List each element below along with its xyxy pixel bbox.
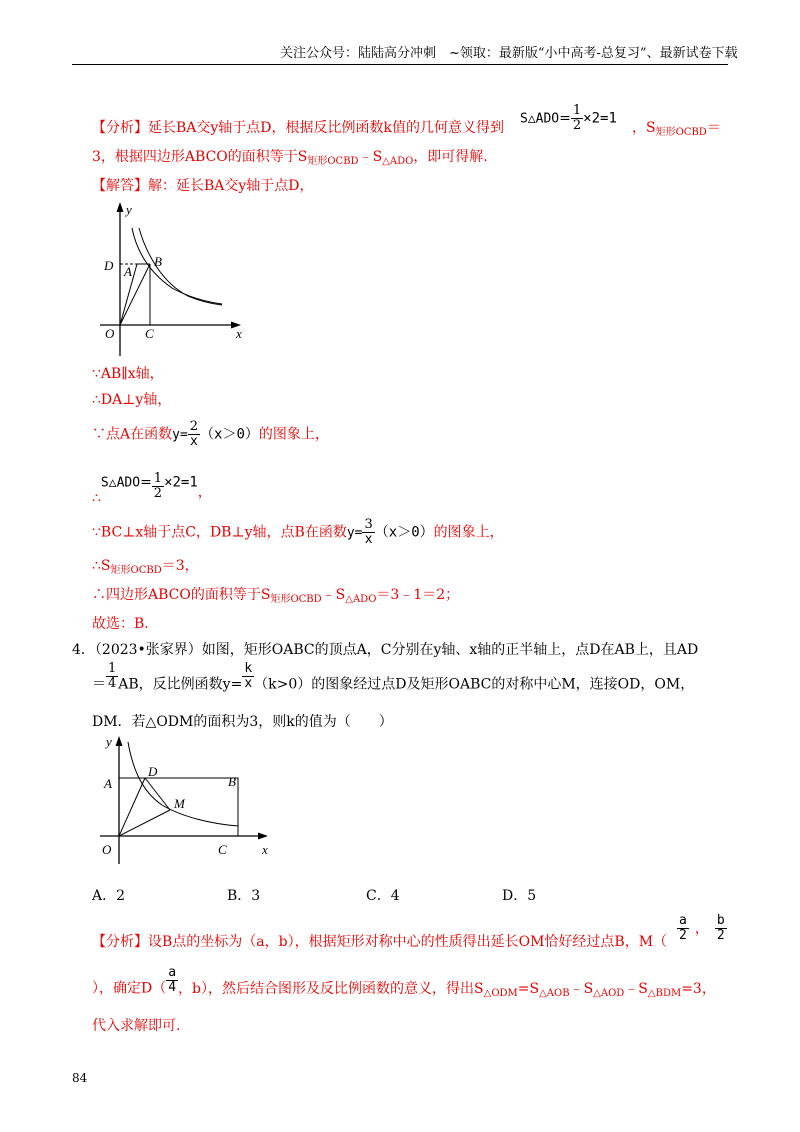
fig1-curve-outer (139, 228, 222, 305)
step-5: ∵BC⊥x轴于点C，DB⊥y轴，点B在函数y= $\frac{3}{x}$ （x＞0）的图象上， (92, 517, 504, 547)
fig1-label-B: B (154, 254, 162, 269)
step-6: $\therefore S_{矩形OCBD}=3$， (92, 558, 199, 576)
fig2-label-y: y (106, 734, 112, 749)
fig1-label-A: A (124, 264, 132, 279)
fig1-label-O: O (105, 326, 115, 341)
analysis-2-line-3: 代入求解即可. (92, 1018, 181, 1034)
question-4-line-3: DM．若△ODM的面积为3，则k的值为（ ） (92, 714, 393, 730)
fig1-label-D: D (104, 258, 114, 273)
fig2-x-arrow (258, 833, 268, 840)
analysis-1-rect: ，$S_{矩形OCBD}=$ (632, 120, 721, 138)
step-7: ∴四边形ABCO的面积等于$S_{矩形OCBD}﹣S_{\triangle ADO}=3﹣1=2$； (92, 587, 460, 605)
figure-2-graph (92, 730, 282, 866)
analysis-1-line-2: 3，根据四边形ABCO的面积等于$S_{矩形OCBD}﹣S_{\triangle ADO}$，即可得解. (92, 149, 488, 167)
analysis-tag: 【分析】 (92, 934, 148, 950)
analysis-1-line-1: 【分析】延长BA交y轴于点D，根据反比例函数k值的几何意义得到 (92, 120, 505, 136)
option-c[interactable]: C．4 (366, 888, 400, 904)
fraction: $\frac{b}{2}$ (716, 913, 725, 943)
fig2-OD (119, 778, 145, 836)
option-b[interactable]: B．3 (227, 888, 261, 904)
fig2-OM (119, 810, 170, 836)
step-3: ∵点A在函数y= $\frac{2}{x}$ （x＞0）的图象上， (92, 419, 329, 449)
fig2-label-B: B (228, 774, 236, 789)
fig1-label-C: C (145, 326, 154, 341)
answer-tag: 【解答】 (92, 178, 148, 194)
fraction: $\frac{a}{4}$ (168, 965, 177, 995)
fig2-label-D: D (148, 764, 158, 779)
fig2-DM (145, 778, 170, 810)
fig2-y-arrow (116, 736, 123, 746)
step-1: ∵AB∥x轴， (92, 366, 164, 382)
fig1-curve-inner (132, 228, 222, 304)
fraction: $\frac{3}{x}$ (364, 517, 373, 547)
option-a[interactable]: A．2 (92, 888, 126, 904)
question-4-line-1: 4．（2023•张家界）如图，矩形OABC的顶点A，C分别在y轴、x轴的正半轴上，点D在AB上，且AD (72, 642, 699, 658)
step-2: ∴DA⊥y轴， (92, 392, 172, 408)
figure-1-graph (92, 198, 262, 358)
fraction: $\frac{1}{4}$ (108, 661, 117, 691)
analysis-2-m-coords: $\frac{a}{2}$ ， $\frac{b}{2}$ (679, 913, 725, 943)
fig2-curve (128, 742, 238, 826)
fraction: $\frac{1}{2}$ (572, 103, 582, 133)
header-rule (72, 64, 728, 65)
fig2-label-x: x (262, 842, 268, 857)
fig1-label-y: y (126, 202, 132, 217)
analysis-1-formula: S△ADO= $\frac{1}{2}$ ×2=1 (520, 103, 617, 133)
fig1-label-x: x (236, 326, 242, 341)
answer-1-line: 【解答】解：延长BA交y轴于点D， (92, 178, 314, 194)
step-8: 故选：B. (92, 616, 149, 632)
analysis-2-line-2: ），确定D（ $\frac{a}{4}$ ，b），然后结合图形及反比例函数的意义，得出$S_{\triangle ODM}=S_{\triangle AOB}﹣S_{\triangle AOD}﹣S_{\triangle BDM}=3$， (92, 965, 716, 999)
fig2-label-C: C (218, 842, 227, 857)
analysis-2-line-1: 【分析】设B点的坐标为（a，b），根据矩形对称中心的性质得出延长OM恰好经过点B，M（ (92, 934, 668, 950)
fraction: $\frac{k}{x}$ (244, 661, 253, 691)
page-header: 关注公众号：陆陆高分冲刺 ~领取：最新版“小中高考-总复习”、最新试卷下载 (280, 46, 738, 61)
fig2-label-A: A (104, 776, 112, 791)
fraction: $\frac{a}{2}$ (679, 913, 687, 943)
page-number: 84 (72, 1071, 88, 1085)
fig2-label-M: M (174, 796, 185, 811)
analysis-tag: 【分析】 (92, 120, 148, 136)
step-4: ∴S△ADO= $\frac{1}{2}$ ×2=1， (92, 471, 212, 507)
fraction: $\frac{2}{x}$ (189, 419, 199, 449)
fig1-y-arrow (117, 202, 124, 212)
fraction: $\frac{1}{2}$ (153, 471, 163, 501)
option-d[interactable]: D．5 (502, 888, 537, 904)
fig2-label-O: O (102, 842, 112, 857)
question-4-line-2: ＝ $\frac{1}{4}$ AB，反比例函数y= $\frac{k}{x}$ （k>0）的图象经过点D及矩形OABC的对称中心M，连接OD，OM， (92, 661, 695, 693)
